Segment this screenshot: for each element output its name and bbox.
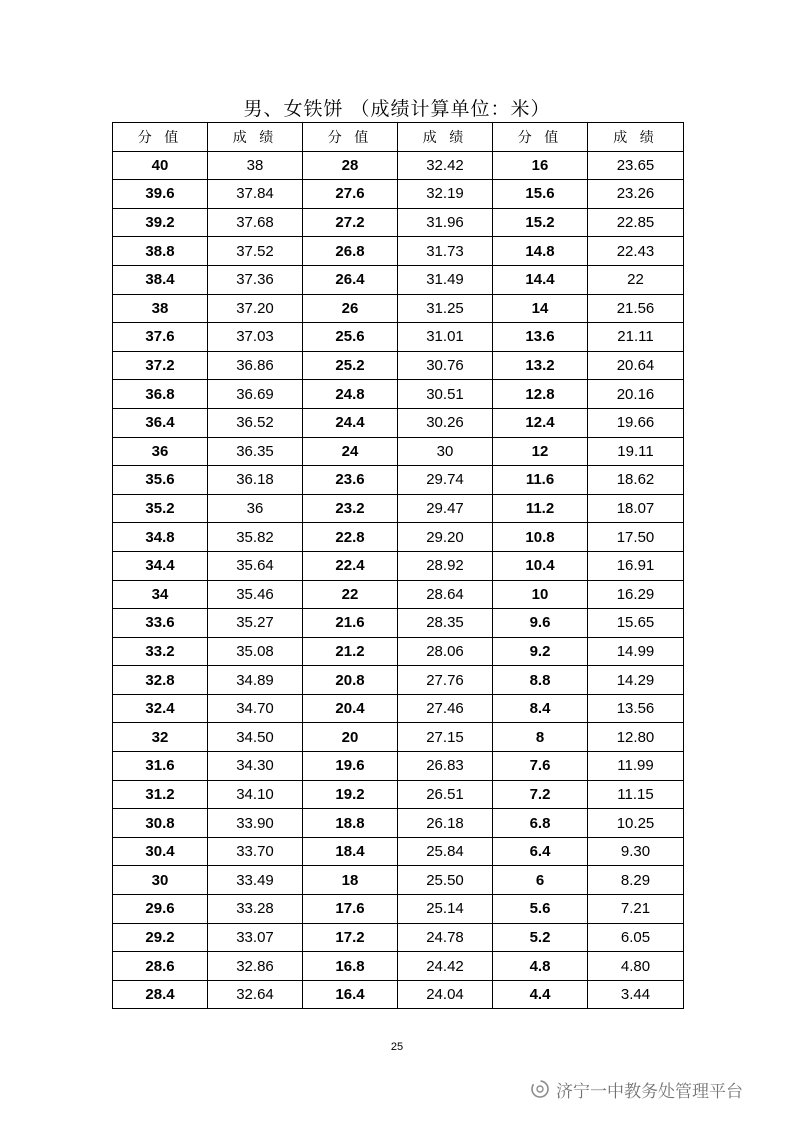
table-row <box>113 895 684 924</box>
score-cell: 37.6 <box>113 323 208 352</box>
result-cell: 36.35 <box>208 437 303 466</box>
result-cell: 13.56 <box>588 694 684 723</box>
result-cell: 34.10 <box>208 780 303 809</box>
result-cell: 38 <box>208 151 303 180</box>
score-cell: 40 <box>113 151 208 180</box>
table-row <box>113 637 684 666</box>
result-cell: 7.21 <box>588 895 684 924</box>
result-cell: 32.19 <box>398 180 493 209</box>
score-cell: 29.6 <box>113 895 208 924</box>
watermark <box>530 1075 743 1103</box>
score-cell: 13.2 <box>493 351 588 380</box>
result-cell: 9.30 <box>588 837 684 866</box>
score-cell: 15.6 <box>493 180 588 209</box>
result-cell: 11.15 <box>588 780 684 809</box>
result-cell: 35.82 <box>208 523 303 552</box>
score-cell: 35.6 <box>113 466 208 495</box>
score-cell: 34 <box>113 580 208 609</box>
score-cell: 20 <box>303 723 398 752</box>
score-cell: 14 <box>493 294 588 323</box>
table-row <box>113 923 684 952</box>
result-cell: 14.29 <box>588 666 684 695</box>
result-cell: 22 <box>588 265 684 294</box>
result-cell: 35.08 <box>208 637 303 666</box>
score-cell: 19.6 <box>303 752 398 781</box>
score-cell: 30.8 <box>113 809 208 838</box>
result-cell: 21.11 <box>588 323 684 352</box>
result-cell: 23.26 <box>588 180 684 209</box>
score-cell: 4.4 <box>493 980 588 1009</box>
header-score-3: 分 值 <box>493 123 588 152</box>
score-cell: 16 <box>493 151 588 180</box>
result-cell: 31.49 <box>398 265 493 294</box>
score-cell: 28.6 <box>113 952 208 981</box>
page-number: 25 <box>390 1041 404 1053</box>
result-cell: 30.26 <box>398 408 493 437</box>
score-cell: 30 <box>113 866 208 895</box>
result-cell: 37.20 <box>208 294 303 323</box>
result-cell: 11.99 <box>588 752 684 781</box>
score-cell: 17.2 <box>303 923 398 952</box>
table-row <box>113 609 684 638</box>
score-cell: 12.8 <box>493 380 588 409</box>
table-row <box>113 666 684 695</box>
score-cell: 36.8 <box>113 380 208 409</box>
header-score-1: 分 值 <box>113 123 208 152</box>
result-cell: 33.70 <box>208 837 303 866</box>
result-cell: 36.69 <box>208 380 303 409</box>
score-cell: 14.8 <box>493 237 588 266</box>
table-row <box>113 151 684 180</box>
result-cell: 31.96 <box>398 208 493 237</box>
result-cell: 15.65 <box>588 609 684 638</box>
table-row <box>113 437 684 466</box>
score-cell: 20.4 <box>303 694 398 723</box>
result-cell: 34.30 <box>208 752 303 781</box>
result-cell: 23.65 <box>588 151 684 180</box>
result-cell: 22.43 <box>588 237 684 266</box>
result-cell: 36.52 <box>208 408 303 437</box>
result-cell: 30.51 <box>398 380 493 409</box>
score-cell: 19.2 <box>303 780 398 809</box>
result-cell: 37.03 <box>208 323 303 352</box>
result-cell: 27.15 <box>398 723 493 752</box>
result-cell: 31.25 <box>398 294 493 323</box>
score-cell: 8 <box>493 723 588 752</box>
table-row <box>113 208 684 237</box>
table-row <box>113 494 684 523</box>
score-cell: 22.8 <box>303 523 398 552</box>
table-row <box>113 723 684 752</box>
table-row <box>113 466 684 495</box>
result-cell: 8.29 <box>588 866 684 895</box>
score-cell: 34.8 <box>113 523 208 552</box>
score-cell: 21.6 <box>303 609 398 638</box>
header-result-3: 成 绩 <box>588 123 684 152</box>
score-cell: 10.8 <box>493 523 588 552</box>
score-cell: 18.8 <box>303 809 398 838</box>
result-cell: 14.99 <box>588 637 684 666</box>
score-cell: 39.6 <box>113 180 208 209</box>
wechat-official-account-icon <box>530 1079 550 1099</box>
result-cell: 34.89 <box>208 666 303 695</box>
result-cell: 18.62 <box>588 466 684 495</box>
result-cell: 28.92 <box>398 551 493 580</box>
result-cell: 37.68 <box>208 208 303 237</box>
result-cell: 19.66 <box>588 408 684 437</box>
result-cell: 33.90 <box>208 809 303 838</box>
score-cell: 9.6 <box>493 609 588 638</box>
score-cell: 14.4 <box>493 265 588 294</box>
result-cell: 32.42 <box>398 151 493 180</box>
result-cell: 16.91 <box>588 551 684 580</box>
score-cell: 16.8 <box>303 952 398 981</box>
result-cell: 10.25 <box>588 809 684 838</box>
header-score-2: 分 值 <box>303 123 398 152</box>
result-cell: 28.64 <box>398 580 493 609</box>
result-cell: 35.46 <box>208 580 303 609</box>
watermark-text: 济宁一中教务处管理平台 <box>556 1081 743 1102</box>
result-cell: 26.83 <box>398 752 493 781</box>
table-row <box>113 551 684 580</box>
score-cell: 8.8 <box>493 666 588 695</box>
result-cell: 35.27 <box>208 609 303 638</box>
result-cell: 37.36 <box>208 265 303 294</box>
score-cell: 38.4 <box>113 265 208 294</box>
result-cell: 21.56 <box>588 294 684 323</box>
score-cell: 12 <box>493 437 588 466</box>
score-cell: 11.2 <box>493 494 588 523</box>
score-cell: 24.4 <box>303 408 398 437</box>
score-cell: 21.2 <box>303 637 398 666</box>
score-cell: 18 <box>303 866 398 895</box>
result-cell: 34.50 <box>208 723 303 752</box>
score-cell: 6 <box>493 866 588 895</box>
table-row <box>113 780 684 809</box>
result-cell: 25.50 <box>398 866 493 895</box>
result-cell: 28.06 <box>398 637 493 666</box>
result-cell: 25.14 <box>398 895 493 924</box>
table-row <box>113 952 684 981</box>
score-cell: 32.8 <box>113 666 208 695</box>
header-result-2: 成 绩 <box>398 123 493 152</box>
result-cell: 33.49 <box>208 866 303 895</box>
score-cell: 32.4 <box>113 694 208 723</box>
result-cell: 3.44 <box>588 980 684 1009</box>
result-cell: 29.74 <box>398 466 493 495</box>
score-cell: 35.2 <box>113 494 208 523</box>
score-cell: 36.4 <box>113 408 208 437</box>
result-cell: 22.85 <box>588 208 684 237</box>
score-cell: 10 <box>493 580 588 609</box>
table-row <box>113 980 684 1009</box>
result-cell: 16.29 <box>588 580 684 609</box>
score-cell: 39.2 <box>113 208 208 237</box>
score-cell: 27.6 <box>303 180 398 209</box>
table-row <box>113 809 684 838</box>
header-result-1: 成 绩 <box>208 123 303 152</box>
result-cell: 20.64 <box>588 351 684 380</box>
result-cell: 33.07 <box>208 923 303 952</box>
score-table <box>112 122 684 1009</box>
score-cell: 22.4 <box>303 551 398 580</box>
score-cell: 24 <box>303 437 398 466</box>
score-cell: 12.4 <box>493 408 588 437</box>
score-cell: 5.6 <box>493 895 588 924</box>
table-row <box>113 380 684 409</box>
score-cell: 38 <box>113 294 208 323</box>
table-row <box>113 837 684 866</box>
result-cell: 30 <box>398 437 493 466</box>
result-cell: 31.01 <box>398 323 493 352</box>
result-cell: 24.78 <box>398 923 493 952</box>
result-cell: 36.18 <box>208 466 303 495</box>
score-cell: 10.4 <box>493 551 588 580</box>
result-cell: 28.35 <box>398 609 493 638</box>
result-cell: 19.11 <box>588 437 684 466</box>
score-cell: 6.4 <box>493 837 588 866</box>
result-cell: 17.50 <box>588 523 684 552</box>
score-cell: 18.4 <box>303 837 398 866</box>
result-cell: 33.28 <box>208 895 303 924</box>
table-row <box>113 351 684 380</box>
result-cell: 24.42 <box>398 952 493 981</box>
table-row <box>113 752 684 781</box>
result-cell: 29.47 <box>398 494 493 523</box>
table-row <box>113 294 684 323</box>
score-cell: 16.4 <box>303 980 398 1009</box>
result-cell: 35.64 <box>208 551 303 580</box>
table-row <box>113 866 684 895</box>
result-cell: 26.51 <box>398 780 493 809</box>
score-cell: 33.2 <box>113 637 208 666</box>
result-cell: 30.76 <box>398 351 493 380</box>
score-cell: 34.4 <box>113 551 208 580</box>
table-row <box>113 523 684 552</box>
score-cell: 27.2 <box>303 208 398 237</box>
result-cell: 18.07 <box>588 494 684 523</box>
score-cell: 4.8 <box>493 952 588 981</box>
result-cell: 6.05 <box>588 923 684 952</box>
table-row <box>113 694 684 723</box>
score-cell: 13.6 <box>493 323 588 352</box>
score-cell: 23.6 <box>303 466 398 495</box>
table-row <box>113 580 684 609</box>
result-cell: 37.52 <box>208 237 303 266</box>
score-cell: 36 <box>113 437 208 466</box>
result-cell: 27.76 <box>398 666 493 695</box>
score-cell: 28 <box>303 151 398 180</box>
table-row <box>113 323 684 352</box>
score-cell: 22 <box>303 580 398 609</box>
result-cell: 20.16 <box>588 380 684 409</box>
score-cell: 37.2 <box>113 351 208 380</box>
result-cell: 25.84 <box>398 837 493 866</box>
score-cell: 28.4 <box>113 980 208 1009</box>
score-cell: 20.8 <box>303 666 398 695</box>
score-cell: 31.6 <box>113 752 208 781</box>
result-cell: 36.86 <box>208 351 303 380</box>
score-cell: 6.8 <box>493 809 588 838</box>
score-cell: 15.2 <box>493 208 588 237</box>
score-cell: 5.2 <box>493 923 588 952</box>
score-cell: 26.4 <box>303 265 398 294</box>
score-cell: 25.6 <box>303 323 398 352</box>
score-cell: 8.4 <box>493 694 588 723</box>
score-cell: 30.4 <box>113 837 208 866</box>
score-cell: 24.8 <box>303 380 398 409</box>
score-cell: 23.2 <box>303 494 398 523</box>
result-cell: 36 <box>208 494 303 523</box>
result-cell: 12.80 <box>588 723 684 752</box>
score-cell: 7.6 <box>493 752 588 781</box>
result-cell: 31.73 <box>398 237 493 266</box>
table-row <box>113 180 684 209</box>
score-cell: 32 <box>113 723 208 752</box>
score-cell: 38.8 <box>113 237 208 266</box>
result-cell: 32.64 <box>208 980 303 1009</box>
result-cell: 37.84 <box>208 180 303 209</box>
score-cell: 33.6 <box>113 609 208 638</box>
result-cell: 26.18 <box>398 809 493 838</box>
result-cell: 24.04 <box>398 980 493 1009</box>
score-cell: 26.8 <box>303 237 398 266</box>
score-cell: 17.6 <box>303 895 398 924</box>
score-cell: 11.6 <box>493 466 588 495</box>
result-cell: 29.20 <box>398 523 493 552</box>
score-cell: 7.2 <box>493 780 588 809</box>
result-cell: 32.86 <box>208 952 303 981</box>
table-row <box>113 237 684 266</box>
result-cell: 4.80 <box>588 952 684 981</box>
table-header-row <box>113 123 684 152</box>
score-cell: 31.2 <box>113 780 208 809</box>
result-cell: 27.46 <box>398 694 493 723</box>
score-cell: 29.2 <box>113 923 208 952</box>
score-cell: 26 <box>303 294 398 323</box>
page-title: 男、女铁饼 （成绩计算单位：米） <box>243 98 551 120</box>
table-row <box>113 408 684 437</box>
result-cell: 34.70 <box>208 694 303 723</box>
table-row <box>113 265 684 294</box>
score-cell: 9.2 <box>493 637 588 666</box>
score-cell: 25.2 <box>303 351 398 380</box>
